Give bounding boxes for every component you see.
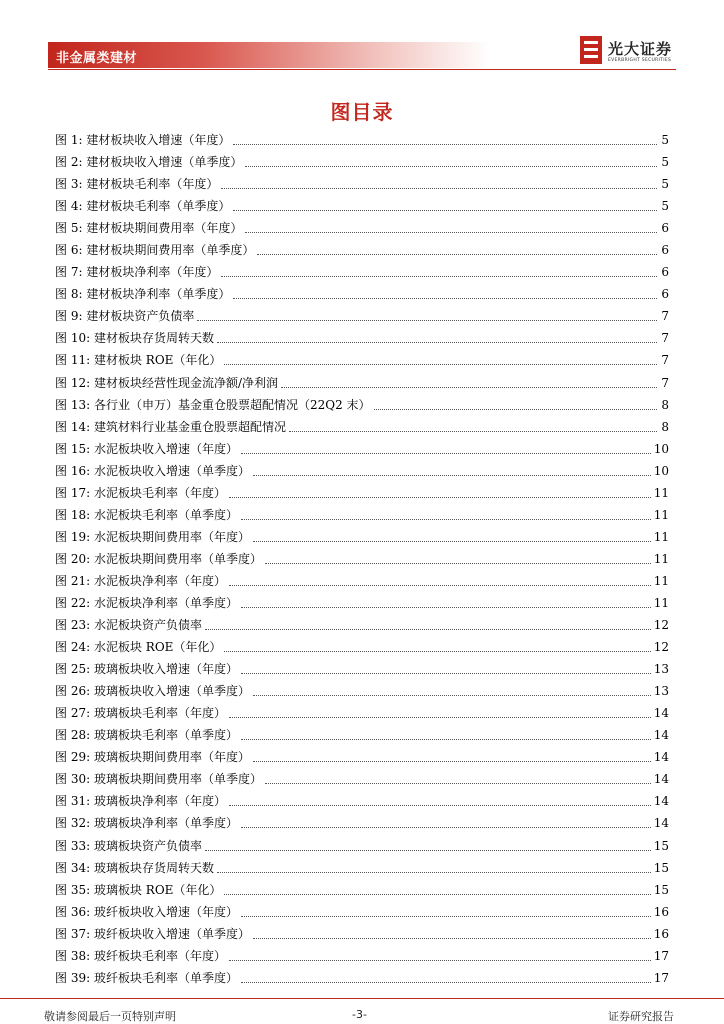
toc-page-number: 14 bbox=[653, 772, 669, 787]
footer-page-number: -3- bbox=[352, 1008, 367, 1021]
logo-text-en: EVERBRIGHT SECURITIES bbox=[608, 58, 672, 63]
toc-figure-title: 水泥板块毛利率（单季度） bbox=[93, 507, 238, 522]
toc-page-number: 17 bbox=[653, 948, 669, 963]
toc-dot-leader bbox=[253, 694, 651, 696]
toc-figure-title: 各行业（申万）基金重仓股票超配情况（22Q2 末） bbox=[93, 397, 371, 412]
toc-dot-leader bbox=[241, 915, 651, 917]
toc-entry-label bbox=[55, 372, 278, 394]
toc-row[interactable] bbox=[55, 923, 669, 945]
toc-page-number: 13 bbox=[653, 684, 669, 699]
toc-row[interactable] bbox=[55, 217, 669, 239]
section-label: 非金属类建材 bbox=[56, 51, 138, 66]
toc-row[interactable] bbox=[55, 768, 669, 790]
toc-dot-leader bbox=[241, 672, 651, 674]
toc-figure-number: 图 23: bbox=[55, 618, 91, 633]
toc-dot-leader bbox=[241, 606, 651, 608]
toc-dot-leader bbox=[241, 826, 651, 828]
toc-row[interactable] bbox=[55, 614, 669, 636]
toc-page-number: 11 bbox=[653, 573, 669, 588]
toc-figure-number: 图 27: bbox=[55, 706, 91, 721]
toc-row[interactable] bbox=[55, 239, 669, 261]
toc-page-number: 15 bbox=[653, 882, 669, 897]
toc-dot-leader bbox=[233, 143, 657, 145]
toc-figure-number: 图 9: bbox=[55, 309, 83, 324]
toc-row[interactable] bbox=[55, 526, 669, 548]
toc-dot-leader bbox=[253, 474, 651, 476]
toc-row[interactable] bbox=[55, 592, 669, 614]
toc-page-number: 6 bbox=[661, 265, 669, 280]
toc-dot-leader bbox=[245, 165, 657, 167]
toc-dot-leader bbox=[229, 716, 651, 718]
toc-figure-number: 图 31: bbox=[55, 794, 91, 809]
toc-dot-leader bbox=[241, 518, 651, 520]
toc-figure-title: 水泥板块净利率（年度） bbox=[93, 573, 226, 588]
toc-figure-title: 建材板块资产负债率 bbox=[86, 309, 195, 324]
toc-dot-leader bbox=[224, 363, 657, 365]
toc-dot-leader bbox=[253, 760, 651, 762]
toc-figure-number: 图 38: bbox=[55, 948, 91, 963]
footer-disclaimer: 敬请参阅最后一页特别声明 bbox=[44, 1010, 176, 1023]
toc-figure-title: 水泥板块毛利率（年度） bbox=[93, 485, 226, 500]
toc-figure-title: 玻璃板块存货周转天数 bbox=[93, 860, 214, 875]
toc-figure-title: 建材板块期间费用率（年度） bbox=[86, 221, 243, 236]
toc-figure-title: 建材板块 ROE（年化） bbox=[93, 353, 222, 368]
toc-row[interactable] bbox=[55, 879, 669, 901]
toc-dot-leader bbox=[229, 496, 651, 498]
figure-list bbox=[55, 129, 669, 989]
toc-entry-label bbox=[55, 504, 238, 526]
toc-page-number: 13 bbox=[653, 662, 669, 677]
toc-entry-label bbox=[55, 327, 214, 349]
toc-page-number: 16 bbox=[653, 926, 669, 941]
toc-row[interactable] bbox=[55, 967, 669, 989]
toc-row[interactable] bbox=[55, 945, 669, 967]
toc-figure-number: 图 14: bbox=[55, 419, 91, 434]
toc-entry-label bbox=[55, 526, 250, 548]
toc-row[interactable] bbox=[55, 460, 669, 482]
logo-mark-icon bbox=[580, 36, 602, 64]
toc-entry-label bbox=[55, 812, 238, 834]
toc-page-number: 7 bbox=[661, 375, 669, 390]
toc-figure-title: 水泥板块 ROE（年化） bbox=[93, 640, 222, 655]
toc-figure-number: 图 11: bbox=[55, 353, 91, 368]
toc-dot-leader bbox=[265, 782, 651, 784]
toc-page-number: 14 bbox=[653, 794, 669, 809]
toc-dot-leader bbox=[233, 209, 657, 211]
toc-dot-leader bbox=[257, 253, 657, 255]
toc-page-number: 6 bbox=[661, 287, 669, 302]
toc-entry-label bbox=[55, 967, 238, 989]
toc-dot-leader bbox=[205, 849, 651, 851]
toc-entry-label bbox=[55, 394, 371, 416]
toc-dot-leader bbox=[229, 804, 651, 806]
toc-page-number: 10 bbox=[653, 463, 669, 478]
toc-figure-title: 玻璃板块毛利率（单季度） bbox=[93, 728, 238, 743]
toc-figure-number: 图 17: bbox=[55, 485, 91, 500]
toc-dot-leader bbox=[217, 341, 657, 343]
toc-figure-title: 玻璃板块资产负债率 bbox=[93, 838, 202, 853]
toc-entry-label bbox=[55, 702, 226, 724]
footer-report-type: 证券研究报告 bbox=[608, 1010, 674, 1023]
toc-page-number: 11 bbox=[653, 529, 669, 544]
toc-row[interactable] bbox=[55, 416, 669, 438]
toc-row[interactable] bbox=[55, 724, 669, 746]
toc-page-number: 16 bbox=[653, 904, 669, 919]
toc-entry-label bbox=[55, 195, 230, 217]
toc-figure-title: 建材板块毛利率（单季度） bbox=[86, 199, 231, 214]
toc-dot-leader bbox=[289, 430, 657, 432]
toc-figure-title: 水泥板块期间费用率（年度） bbox=[93, 529, 250, 544]
toc-entry-label bbox=[55, 592, 238, 614]
toc-figure-title: 建材板块经营性现金流净额/净利润 bbox=[93, 375, 279, 390]
toc-entry-label bbox=[55, 614, 202, 636]
toc-dot-leader bbox=[241, 981, 651, 983]
page-title: 图目录 bbox=[330, 100, 394, 124]
toc-entry-label bbox=[55, 790, 226, 812]
toc-dot-leader bbox=[229, 959, 651, 961]
toc-figure-number: 图 12: bbox=[55, 375, 91, 390]
toc-figure-number: 图 25: bbox=[55, 662, 91, 677]
toc-page-number: 14 bbox=[653, 816, 669, 831]
toc-figure-number: 图 34: bbox=[55, 860, 91, 875]
toc-entry-label bbox=[55, 261, 218, 283]
toc-entry-label bbox=[55, 879, 221, 901]
toc-figure-number: 图 36: bbox=[55, 904, 91, 919]
toc-figure-title: 玻纤板块毛利率（年度） bbox=[93, 948, 226, 963]
toc-page-number: 5 bbox=[661, 177, 669, 192]
toc-dot-leader bbox=[253, 937, 651, 939]
toc-figure-number: 图 16: bbox=[55, 463, 91, 478]
toc-page-number: 15 bbox=[653, 860, 669, 875]
toc-figure-number: 图 10: bbox=[55, 331, 91, 346]
toc-figure-number: 图 1: bbox=[55, 133, 83, 147]
toc-entry-label bbox=[55, 835, 202, 857]
toc-dot-leader bbox=[221, 275, 657, 277]
toc-entry-label bbox=[55, 283, 230, 305]
toc-row[interactable] bbox=[55, 151, 669, 173]
toc-dot-leader bbox=[265, 562, 651, 564]
footer-divider bbox=[0, 998, 724, 999]
toc-figure-number: 图 19: bbox=[55, 529, 91, 544]
toc-dot-leader bbox=[241, 452, 651, 454]
toc-figure-number: 图 13: bbox=[55, 397, 91, 412]
toc-figure-number: 图 4: bbox=[55, 199, 83, 214]
toc-row[interactable] bbox=[55, 173, 669, 195]
toc-figure-title: 水泥板块资产负债率 bbox=[93, 618, 202, 633]
toc-figure-number: 图 22: bbox=[55, 595, 91, 610]
toc-entry-label bbox=[55, 570, 226, 592]
toc-row[interactable] bbox=[55, 702, 669, 724]
toc-page-number: 7 bbox=[661, 309, 669, 324]
toc-figure-title: 建材板块期间费用率（单季度） bbox=[86, 243, 255, 258]
toc-figure-title: 建材板块存货周转天数 bbox=[93, 331, 214, 346]
toc-row[interactable] bbox=[55, 305, 669, 327]
toc-figure-title: 玻璃板块收入增速（年度） bbox=[93, 662, 238, 677]
toc-figure-number: 图 15: bbox=[55, 441, 91, 456]
toc-entry-label bbox=[55, 923, 250, 945]
toc-row[interactable] bbox=[55, 658, 669, 680]
toc-figure-title: 建材板块收入增速（单季度） bbox=[86, 155, 243, 170]
toc-entry-label bbox=[55, 416, 286, 438]
toc-entry-label bbox=[55, 151, 242, 173]
toc-figure-number: 图 5: bbox=[55, 221, 83, 236]
toc-row[interactable] bbox=[55, 548, 669, 570]
toc-figure-number: 图 3: bbox=[55, 177, 83, 192]
toc-page-number: 14 bbox=[653, 728, 669, 743]
toc-row[interactable] bbox=[55, 372, 669, 394]
toc-dot-leader bbox=[281, 386, 657, 388]
toc-row[interactable] bbox=[55, 394, 669, 416]
toc-entry-label bbox=[55, 217, 242, 239]
toc-entry-label bbox=[55, 680, 250, 702]
toc-entry-label bbox=[55, 305, 194, 327]
toc-figure-number: 图 2: bbox=[55, 155, 83, 170]
company-logo bbox=[580, 36, 680, 70]
toc-entry-label bbox=[55, 173, 218, 195]
toc-figure-title: 水泥板块收入增速（年度） bbox=[93, 441, 238, 456]
toc-row[interactable] bbox=[55, 283, 669, 305]
toc-figure-title: 玻纤板块收入增速（年度） bbox=[93, 904, 238, 919]
toc-row[interactable] bbox=[55, 195, 669, 217]
toc-row[interactable] bbox=[55, 812, 669, 834]
toc-figure-number: 图 39: bbox=[55, 970, 91, 985]
toc-dot-leader bbox=[197, 319, 657, 321]
toc-figure-title: 水泥板块净利率（单季度） bbox=[93, 595, 238, 610]
toc-figure-title: 玻璃板块毛利率（年度） bbox=[93, 706, 226, 721]
logo-text-cn: 光大证券 bbox=[608, 40, 673, 58]
toc-row[interactable] bbox=[55, 570, 669, 592]
toc-dot-leader bbox=[205, 628, 651, 630]
toc-row[interactable] bbox=[55, 901, 669, 923]
toc-page-number: 17 bbox=[653, 970, 669, 985]
toc-dot-leader bbox=[233, 297, 657, 299]
toc-page-number: 14 bbox=[653, 750, 669, 765]
toc-page-number: 10 bbox=[653, 441, 669, 456]
toc-page-number: 7 bbox=[661, 353, 669, 368]
toc-row[interactable] bbox=[55, 261, 669, 283]
toc-entry-label bbox=[55, 438, 238, 460]
toc-entry-label bbox=[55, 945, 226, 967]
toc-row[interactable] bbox=[55, 835, 669, 857]
toc-row[interactable] bbox=[55, 680, 669, 702]
toc-entry-label bbox=[55, 460, 250, 482]
toc-row[interactable] bbox=[55, 746, 669, 768]
toc-page-number: 5 bbox=[661, 155, 669, 170]
toc-figure-number: 图 29: bbox=[55, 750, 91, 765]
toc-figure-title: 水泥板块收入增速（单季度） bbox=[93, 463, 250, 478]
toc-entry-label bbox=[55, 129, 230, 151]
toc-figure-number: 图 35: bbox=[55, 882, 91, 897]
toc-figure-number: 图 7: bbox=[55, 265, 83, 280]
toc-dot-leader bbox=[229, 584, 651, 586]
toc-figure-number: 图 21: bbox=[55, 573, 91, 588]
toc-figure-title: 建材板块毛利率（年度） bbox=[86, 177, 219, 192]
toc-dot-leader bbox=[253, 540, 651, 542]
toc-figure-number: 图 8: bbox=[55, 287, 83, 302]
toc-entry-label bbox=[55, 746, 250, 768]
toc-entry-label bbox=[55, 482, 226, 504]
toc-entry-label bbox=[55, 548, 262, 570]
toc-figure-number: 图 6: bbox=[55, 243, 83, 258]
toc-figure-number: 图 28: bbox=[55, 728, 91, 743]
toc-figure-title: 玻璃板块净利率（年度） bbox=[93, 794, 226, 809]
toc-figure-title: 玻纤板块收入增速（单季度） bbox=[93, 926, 250, 941]
toc-entry-label bbox=[55, 239, 254, 261]
toc-figure-title: 水泥板块期间费用率（单季度） bbox=[93, 551, 262, 566]
toc-row[interactable] bbox=[55, 129, 669, 151]
toc-dot-leader bbox=[245, 231, 657, 233]
toc-entry-label bbox=[55, 636, 221, 658]
toc-figure-number: 图 37: bbox=[55, 926, 91, 941]
toc-dot-leader bbox=[221, 187, 657, 189]
toc-figure-title: 建筑材料行业基金重仓股票超配情况 bbox=[93, 419, 286, 434]
toc-page-number: 11 bbox=[653, 551, 669, 566]
toc-figure-title: 玻璃板块净利率（单季度） bbox=[93, 816, 238, 831]
toc-page-number: 6 bbox=[661, 221, 669, 236]
toc-page-number: 12 bbox=[653, 640, 669, 655]
toc-figure-title: 建材板块收入增速（年度） bbox=[86, 133, 231, 147]
toc-page-number: 5 bbox=[661, 199, 669, 214]
toc-page-number: 11 bbox=[653, 507, 669, 522]
toc-dot-leader bbox=[224, 893, 650, 895]
toc-page-number: 11 bbox=[653, 595, 669, 610]
toc-figure-number: 图 18: bbox=[55, 507, 91, 522]
toc-figure-number: 图 26: bbox=[55, 684, 91, 699]
toc-row[interactable] bbox=[55, 482, 669, 504]
toc-page-number: 6 bbox=[661, 243, 669, 258]
toc-entry-label bbox=[55, 724, 238, 746]
toc-row[interactable] bbox=[55, 636, 669, 658]
toc-entry-label bbox=[55, 768, 262, 790]
toc-dot-leader bbox=[241, 738, 651, 740]
toc-figure-title: 玻璃板块 ROE（年化） bbox=[93, 882, 222, 897]
toc-figure-title: 玻璃板块收入增速（单季度） bbox=[93, 684, 250, 699]
toc-page-number: 14 bbox=[653, 706, 669, 721]
toc-figure-number: 图 20: bbox=[55, 551, 91, 566]
toc-row[interactable] bbox=[55, 349, 669, 371]
toc-row[interactable] bbox=[55, 438, 669, 460]
toc-figure-number: 图 30: bbox=[55, 772, 91, 787]
toc-figure-number: 图 32: bbox=[55, 816, 91, 831]
toc-figure-title: 玻璃板块期间费用率（单季度） bbox=[93, 772, 262, 787]
toc-dot-leader bbox=[217, 871, 651, 873]
toc-figure-title: 建材板块净利率（年度） bbox=[86, 265, 219, 280]
toc-figure-number: 图 24: bbox=[55, 640, 91, 655]
toc-figure-title: 玻璃板块期间费用率（年度） bbox=[93, 750, 250, 765]
toc-dot-leader bbox=[374, 408, 657, 410]
toc-entry-label bbox=[55, 857, 214, 879]
toc-row[interactable] bbox=[55, 790, 669, 812]
toc-row[interactable] bbox=[55, 504, 669, 526]
toc-page-number: 12 bbox=[653, 618, 669, 633]
toc-entry-label bbox=[55, 349, 221, 371]
toc-entry-label bbox=[55, 658, 238, 680]
toc-row[interactable] bbox=[55, 327, 669, 349]
toc-page-number: 15 bbox=[653, 838, 669, 853]
toc-page-number: 8 bbox=[661, 397, 669, 412]
toc-row[interactable] bbox=[55, 857, 669, 879]
toc-page-number: 11 bbox=[653, 485, 669, 500]
toc-page-number: 8 bbox=[661, 419, 669, 434]
toc-figure-title: 玻纤板块毛利率（单季度） bbox=[93, 970, 238, 985]
toc-page-number: 5 bbox=[661, 133, 669, 147]
toc-page-number: 7 bbox=[661, 331, 669, 346]
toc-entry-label bbox=[55, 901, 238, 923]
toc-figure-title: 建材板块净利率（单季度） bbox=[86, 287, 231, 302]
toc-dot-leader bbox=[224, 650, 650, 652]
toc-figure-number: 图 33: bbox=[55, 838, 91, 853]
